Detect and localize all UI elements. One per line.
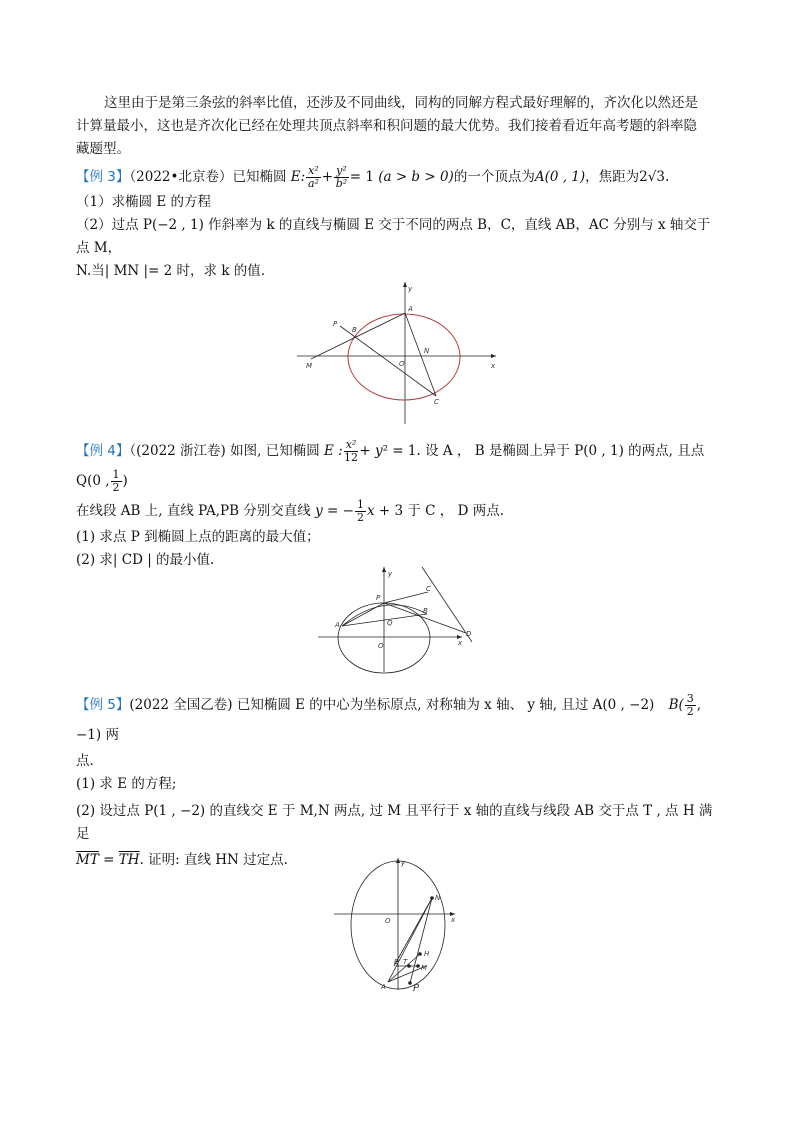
label-a: A [381,983,386,991]
label-y: y [388,570,393,578]
example-5-question-2-line-2: $\overline{MT} = \overline{TH}$. 证明: 直线 HN 过定点. [76,852,288,868]
example-5-diagram [334,858,456,994]
example-4-stem: 【例 4】（(2022 浙江卷) 如图, 已知椭圆 E : $\frac{\text{x²}}{12}$ + y² = 1. 设 A ， B 是椭圆上异于 P(0 , 1) 的两点, 且点 Q(0 , $\frac{1}{2}$ ) [76,438,705,494]
example-3-condition: (a > b > 0) [378,169,454,185]
example-3-mid: 的一个顶点为 [453,169,535,185]
fraction-one-half: $\frac{1}{2}$ [112,468,120,494]
example-3-stem: 【例 3】（2022•北京卷）已知椭圆 E: $\frac{\text{x²}}{\text{a²}}$ + $\frac{\text{y²}}{\text{b²}}$ = 1 (a > b > 0)的一个顶点为A(0 , 1)，焦距为2√3. [76,164,670,190]
y-axis-arrow [396,858,400,863]
label-a: A [408,305,413,313]
example-3-ellipse-label: E: [290,169,306,185]
example-4-source: （(2022 浙江卷) 如图, 已知椭圆 [129,443,320,459]
label-p: P [333,320,338,328]
example-4-line-2: 在线段 AB 上, 直线 PA,PB 分别交直线 y = − $\frac{1}{2}$ x + 3 于 C ， D 两点. [76,498,504,524]
example-5-question-2-line-1: (2) 设过点 P(1 , −2) 的直线交 E 于 M,N 两点, 过 M 且平行于 x 轴的直线与线段 AB 交于点 T , 点 H 满足 [76,803,713,842]
label-b: B [423,607,428,615]
label-a: A [335,621,340,629]
example-5-question-1: (1) 求 E 的方程; [76,776,177,792]
fraction-neg-one-half: $\frac{1}{2}$ [356,498,364,524]
fraction-x2-12: $\frac{\text{x²}}{12}$ [344,438,359,464]
example-5-line-2: 点. [76,753,94,769]
intro-line-3: 藏题型。 [76,141,130,157]
label-x: x [458,639,463,647]
label-h: H [424,950,430,958]
example-3-question-2-line-2: N.当| MN |= 2 时，求 k 的值. [76,263,266,279]
label-x: x [451,916,456,924]
label-t: T [403,958,408,966]
example-4-mid: . 设 A ， B 是椭圆上异于 P(0 , 1) 的两点, 且点 Q(0 , [76,443,705,489]
example-4-question-1: (1) 求点 P 到椭圆上点的距离的最大值； [76,529,320,545]
label-m: M [421,964,428,972]
fraction-x2-a2: $\frac{\text{x²}}{\text{a²}}$ [308,164,319,190]
label-b: B [352,326,357,334]
example-4-ellipse-label: E : [324,443,343,459]
example-5-source: (2022 全国乙卷) 已知椭圆 E 的中心为坐标原点, 对称轴为 x 轴、 y 轴, 且过 A(0 , −2) [129,697,655,713]
label-n: N [424,347,430,355]
label-b: B [394,958,399,966]
label-x: x [491,362,496,370]
label-o: O [399,360,405,368]
example-3-tag: 【例 3】 [76,169,130,185]
label-c: C [426,585,431,593]
example-3-source: （2022•北京卷）已知椭圆 [129,169,287,185]
label-o: O [378,642,384,650]
point-m [416,964,420,968]
example-3-question-1: （1）求椭圆 E 的方程 [76,194,212,210]
example-4-line-2-a: 在线段 AB 上, 直线 PA,PB 分别交直线 [76,503,311,519]
example-4-question-2: (2) 求| CD | 的最小值. [76,552,215,568]
label-o: O [385,917,391,925]
label-y: y [408,285,413,293]
example-5-question-2-tail: . 证明: 直线 HN 过定点. [139,852,288,868]
label-p: P [413,983,420,994]
example-5-tag: 【例 5】 [76,697,130,713]
example-3-point-a: A(0 , 1) [534,169,586,185]
example-3-focal-value: 2√3 [639,169,665,185]
label-y: y [401,859,406,867]
point-t [407,964,411,968]
fraction-y2-b2: $\frac{\text{y²}}{\text{b²}}$ [335,164,348,190]
intro-line-1: 这里由于是第三条弦的斜率比值，还涉及不同曲线，同构的同解方程式最好理解的，齐次化以然还是 [104,95,698,111]
vector-th: $\overline{TH}$ [118,852,140,868]
example-3-focal: ，焦距为 [585,169,640,185]
label-n: N [435,894,441,902]
label-p: P [376,594,381,602]
label-m: M [306,362,313,370]
example-4-tag: 【例 4】 [76,443,130,459]
label-q: Q [387,619,393,627]
example-5-point-b-pre: B( [668,697,684,713]
point-p [408,981,412,985]
intro-line-2: 计算量最小，这也是齐次化已经在处理共顶点斜率和积问题的最大优势。我们接着看近年高考题的斜率隐 [76,118,697,134]
example-4-line-2-b: 于 C ， D 两点. [407,503,504,519]
example-3-question-2-line-1: （2）过点 P(−2 , 1) 作斜率为 k 的直线与椭圆 E 交于不同的两点 B，C，直线 AB，AC 分别与 x 轴交于点 M， [76,217,711,256]
fraction-three-halves: $\frac{3}{2}$ [686,692,694,718]
example-5-point-b-post: , −1) 两 [76,697,702,743]
label-d: D [466,630,472,638]
label-c: C [434,398,439,406]
vector-mt: $\overline{MT}$ [76,852,99,868]
point-h [418,952,422,956]
point-n [430,896,434,900]
